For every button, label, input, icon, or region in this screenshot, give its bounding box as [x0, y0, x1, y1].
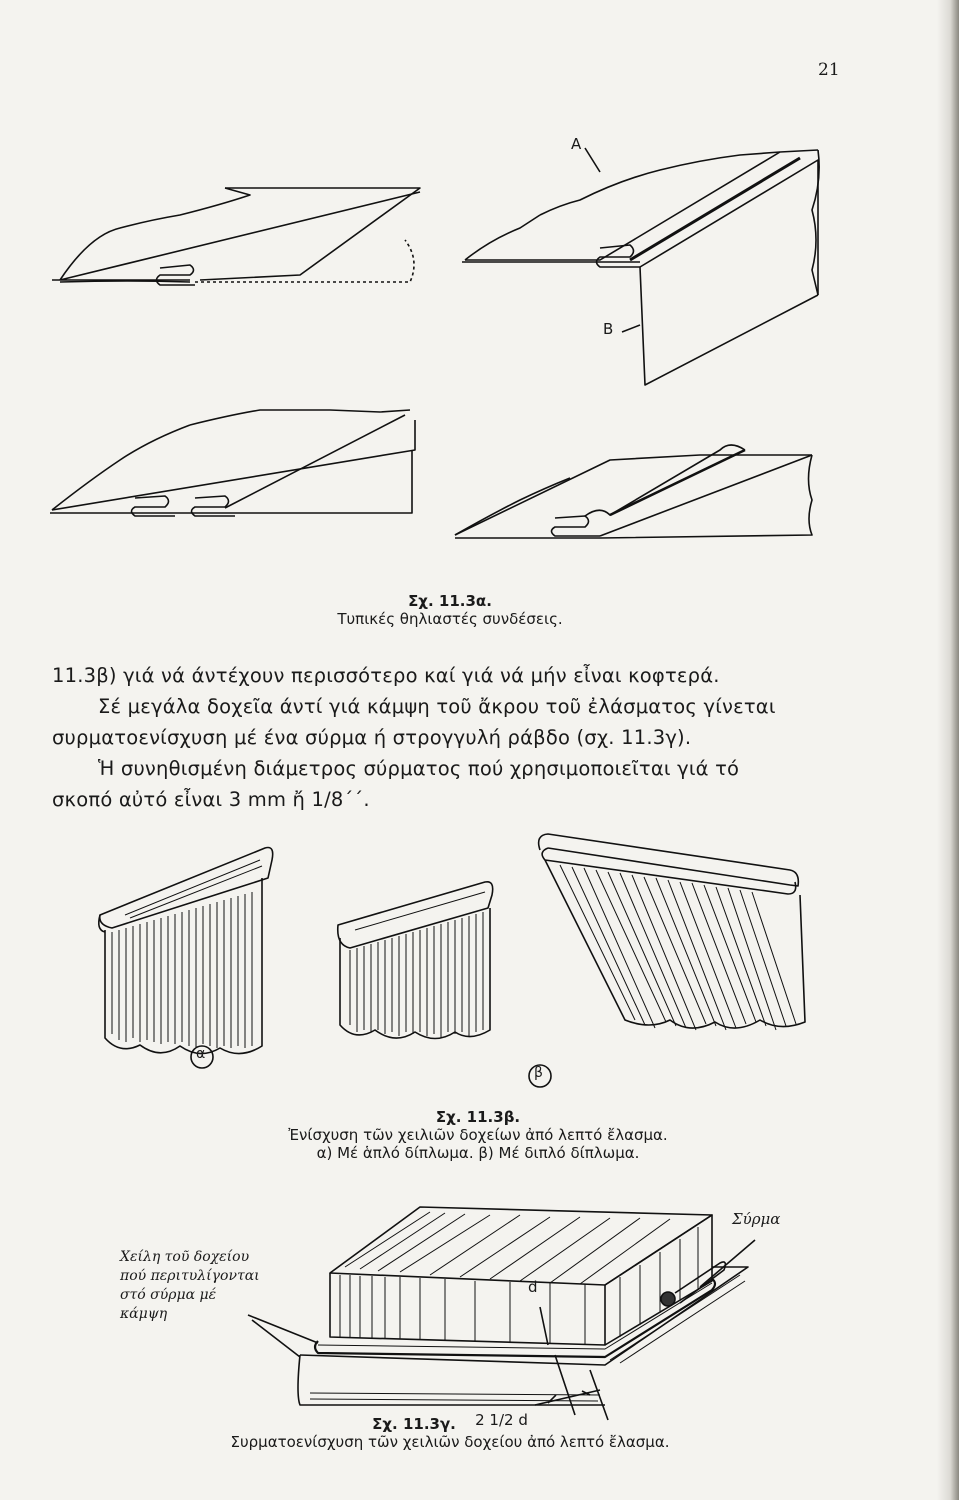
rim-note-line2: πού περιτυλίγονται [120, 1268, 260, 1284]
figure-11-3a-drawing [0, 120, 940, 580]
rim-note [120, 1248, 260, 1324]
body-line-4: Ἡ συνηθισμένη διάμετρος σύρματος πού χρησιμοποιεῖται γιά τό [98, 757, 740, 780]
marker-a-label: α [196, 1046, 206, 1062]
figure-11-3c-caption-text: Συρματοενίσχυση τῶν χειλιῶν δοχείου ἀπό λεπτό ἔλασμα. [230, 1433, 670, 1451]
single-fold-left-drawing [99, 848, 273, 1054]
standing-seam-drawing [455, 445, 812, 538]
page-number: 21 [818, 60, 840, 80]
box-top [330, 1207, 712, 1285]
figure-11-3c-caption-title [160, 1411, 740, 1433]
figure-11-3a-caption-text: Τυπικές θηλιαστές συνδέσεις. [337, 610, 563, 628]
label-a: A [571, 135, 582, 153]
figure-11-3b-caption-line1: Ἐνίσχυση τῶν χειλιῶν δοχείων ἀπό λεπτό ἔλασμα. [288, 1126, 668, 1144]
marker-b-label: β [534, 1065, 543, 1081]
page-edge-shadow [937, 0, 959, 1500]
double-fold-drawing [539, 834, 805, 1030]
leader-b [622, 325, 640, 332]
body-line-5: σκοπό αὐτό εἶναι 3 mm ἤ 1/8΄΄. [52, 788, 370, 811]
wire-label-leader [700, 1240, 755, 1287]
body-line-2: Σέ μεγάλα δοχεῖα άντί γιά κάμψη τοῦ ἄκρου τοῦ ἐλάσματος γίνεται [98, 695, 776, 718]
label-b: B [603, 320, 614, 338]
figure-11-3c-caption-title-text: Σχ. 11.3γ. [372, 1415, 456, 1433]
figure-11-3a-caption-title: Σχ. 11.3α. [408, 592, 492, 610]
single-fold-right-drawing [338, 882, 493, 1039]
figure-11-3b-caption [228, 1108, 728, 1162]
figure-11-3c-caption [160, 1411, 740, 1451]
rim-note-line1: Χείλη τοῦ δοχείου [120, 1249, 250, 1265]
d-leader [540, 1307, 548, 1345]
figure-11-3b-drawing [0, 820, 940, 1090]
dim-allowance-label: 2 1/2 d [475, 1411, 528, 1429]
figure-11-3b-caption-line2: α) Μέ ἁπλό δίπλωμα. β) Μέ διπλό δίπλωμα. [316, 1144, 640, 1162]
leader-a [585, 148, 600, 172]
body-line-1: 11.3β) γιά νά άντέχουν περισσότερο καί γιά νά μήν εἶναι κοφτερά. [52, 664, 720, 687]
double-seam-drawing [50, 410, 415, 516]
wire-label: Σύρμα [732, 1210, 781, 1228]
wire-end [661, 1292, 675, 1306]
figure-11-3a-caption [300, 592, 600, 628]
dim-d-label: d [528, 1278, 538, 1296]
body-line-3: συρματοενίσχυση μέ ένα σύρμα ή στρογγυλή ράβδο (σχ. 11.3γ). [52, 726, 692, 749]
box-side [605, 1215, 712, 1345]
rim-note-line4: κάμψη [120, 1306, 168, 1322]
simple-seam-drawing [52, 188, 420, 285]
figure-11-3b-caption-title: Σχ. 11.3β. [435, 1108, 521, 1126]
body-paragraph [52, 660, 852, 815]
rim-note-line3: στό σύρμα μέ [120, 1287, 217, 1303]
corner-seam-drawing [462, 150, 819, 385]
